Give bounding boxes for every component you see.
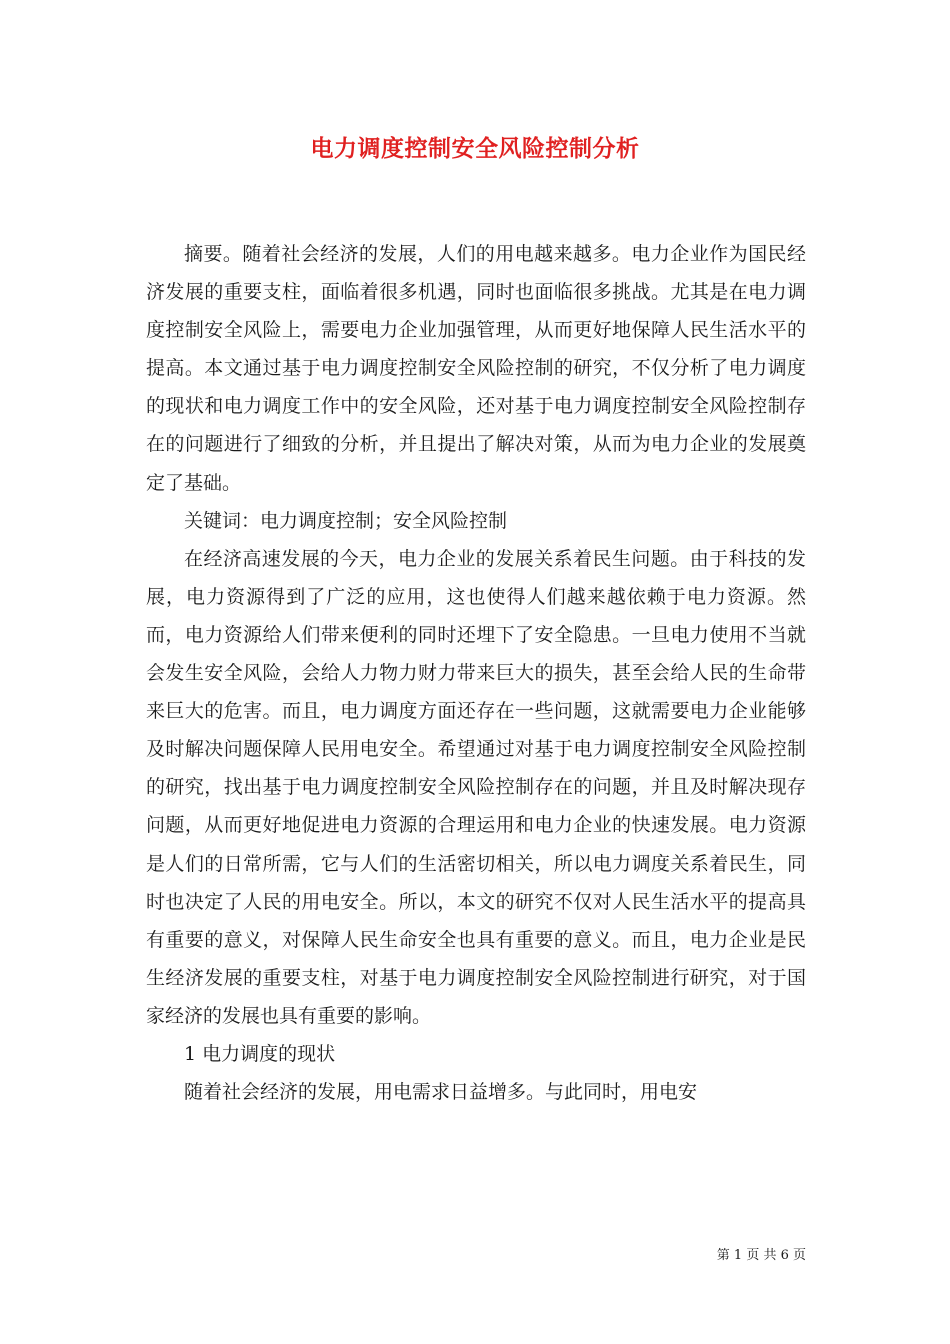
abstract-paragraph: 摘要。随着社会经济的发展，人们的用电越来越多。电力企业作为国民经济发展的重要支柱，面临着很多机遇，同时也面临很多挑战。尤其是在电力调度控制安全风险上，需要电力企业加强管理，从而更好地保障人民生活水平的提高。本文通过基于电力调度控制安全风险控制的研究，不仅分析了电力调度的现状和电力调度工作中的安全风险，还对基于电力调度控制安全风险控制存在的问题进行了细致的分析，并且提出了解决对策，从而为电力企业的发展奠定了基础。: [146, 243, 806, 494]
introduction-paragraph: 在经济高速发展的今天，电力企业的发展关系着民生问题。由于科技的发展，电力资源得到了广泛的应用，这也使得人们越来越依赖于电力资源。然而，电力资源给人们带来便利的同时还埋下了安全隐患。一旦电力使用不当就会发生安全风险，会给人力物力财力带来巨大的损失，甚至会给人民的生命带来巨大的危害。而且，电力调度方面还存在一些问题，这就需要电力企业能够及时解决问题保障人民用电安全。希望通过对基于电力调度控制安全风险控制的研究，找出基于电力调度控制安全风险控制存在的问题，并且及时解决现存问题，从而更好地促进电力资源的合理运用和电力企业的快速发展。电力资源是人们的日常所需，它与人们的生活密切相关，所以电力调度关系着民生，同时也决定了人民的用电安全。所以，本文的研究不仅对人民生活水平的提高具有重要的意义，对保障人民生命安全也具有重要的意义。而且，电力企业是民生经济发展的重要支柱，对基于电力调度控制安全风险控制进行研究，对于国家经济的发展也具有重要的影响。: [146, 547, 806, 1027]
keywords-paragraph: 关键词：电力调度控制；安全风险控制: [184, 509, 508, 532]
section-heading: 1 电力调度的现状: [184, 1042, 336, 1065]
page-number-footer: 第 1 页 共 6 页: [716, 1248, 806, 1263]
document-title: 电力调度控制安全风险控制分析: [310, 135, 640, 162]
section-paragraph: 随着社会经济的发展，用电需求日益增多。与此同时，用电安: [184, 1081, 698, 1104]
document-body: [146, 235, 806, 1111]
